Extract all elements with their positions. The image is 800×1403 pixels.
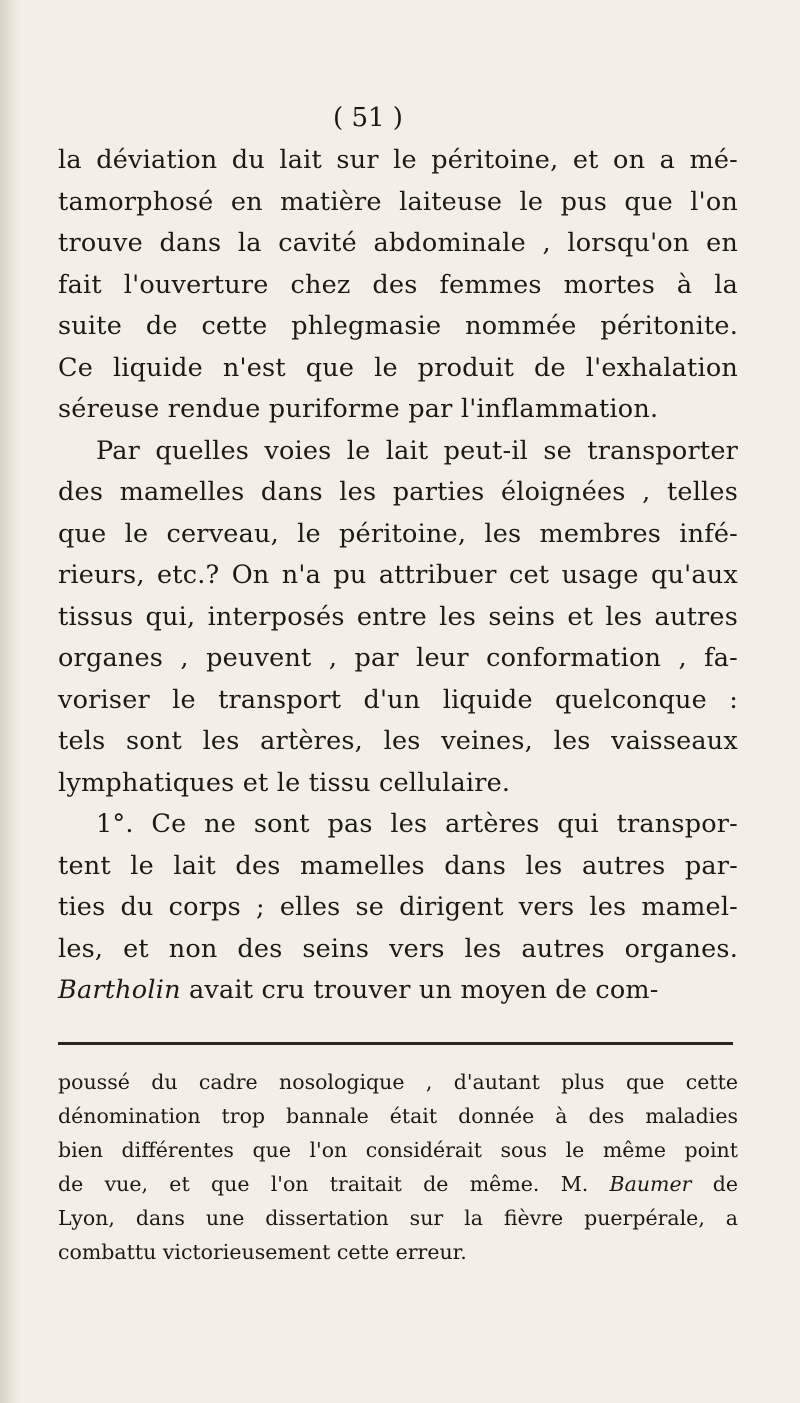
text-line: trouve dans la cavité abdominale , lorsqu'on en <box>58 228 738 258</box>
text-line: lymphatiques et le tissu cellulaire. <box>58 767 511 798</box>
text-line: rieurs, etc.? On n'a pu attribuer cet usage qu'aux <box>58 560 738 590</box>
footnote-line: combattu victorieusement cette erreur. <box>58 1239 467 1264</box>
text-line: organes , peuvent , par leur conformation , fa- <box>58 643 738 673</box>
text-line <box>58 970 738 1012</box>
paragraph-3 <box>58 804 738 1012</box>
text-line: voriser le transport d'un liquide quelconque : <box>58 684 738 715</box>
text-line: les, et non des seins vers les autres organes. <box>58 933 738 964</box>
text-line: des mamelles dans les parties éloignées , telles <box>58 477 738 507</box>
footnote-line <box>58 1167 738 1201</box>
footnote-separator-rule <box>58 1042 733 1045</box>
text-line: tent le lait des mamelles dans les autres par- <box>58 850 738 881</box>
page-number: ( 51 ) <box>333 103 403 133</box>
footnote-line: bien différentes que l'on considérait sous le même point <box>58 1137 738 1162</box>
paragraph-2 <box>58 431 738 805</box>
text-line: suite de cette phlegmasie nommée péritonite. <box>58 311 738 341</box>
footnote-line: dénomination trop bannale était donnée à des maladies <box>58 1103 738 1128</box>
text-line: Par quelles voies le lait peut-il se transporter <box>96 435 738 466</box>
paragraph-1 <box>58 140 738 431</box>
book-gutter-shadow <box>0 0 22 1403</box>
footnote <box>58 1065 738 1269</box>
author-name-baumer: Baumer <box>609 1171 692 1196</box>
text-line: Ce liquide n'est que le produit de l'exhalation <box>58 352 738 383</box>
text-line: tissus qui, interposés entre les seins et les autres <box>58 601 738 632</box>
text-line: ties du corps ; elles se dirigent vers les mamel- <box>58 892 738 922</box>
text-line: tels sont les artères, les veines, les vaisseaux <box>58 726 738 756</box>
footnote-line: Lyon, dans une dissertation sur la fièvre puerpérale, a <box>58 1205 738 1230</box>
text-line: que le cerveau, le péritoine, les membres infé- <box>58 518 738 549</box>
text-fragment: avait cru trouver un moyen de com- <box>180 975 659 1005</box>
author-name-bartholin: Bartholin <box>58 975 181 1005</box>
text-line: la déviation du lait sur le péritoine, et on a mé- <box>58 145 738 175</box>
book-page <box>58 100 738 1269</box>
text-line: 1°. Ce ne sont pas les artères qui transpor- <box>96 809 738 839</box>
text-fragment: de <box>691 1171 738 1196</box>
footnote-line: poussé du cadre nosologique , d'autant plus que cette <box>58 1069 738 1094</box>
text-fragment: de vue, et que l'on traitait de même. M. <box>58 1171 589 1196</box>
text-line: fait l'ouverture chez des femmes mortes à la <box>58 269 738 300</box>
text-line: séreuse rendue puriforme par l'inflammation. <box>58 394 659 424</box>
text-line: tamorphosé en matière laiteuse le pus que l'on <box>58 186 738 217</box>
